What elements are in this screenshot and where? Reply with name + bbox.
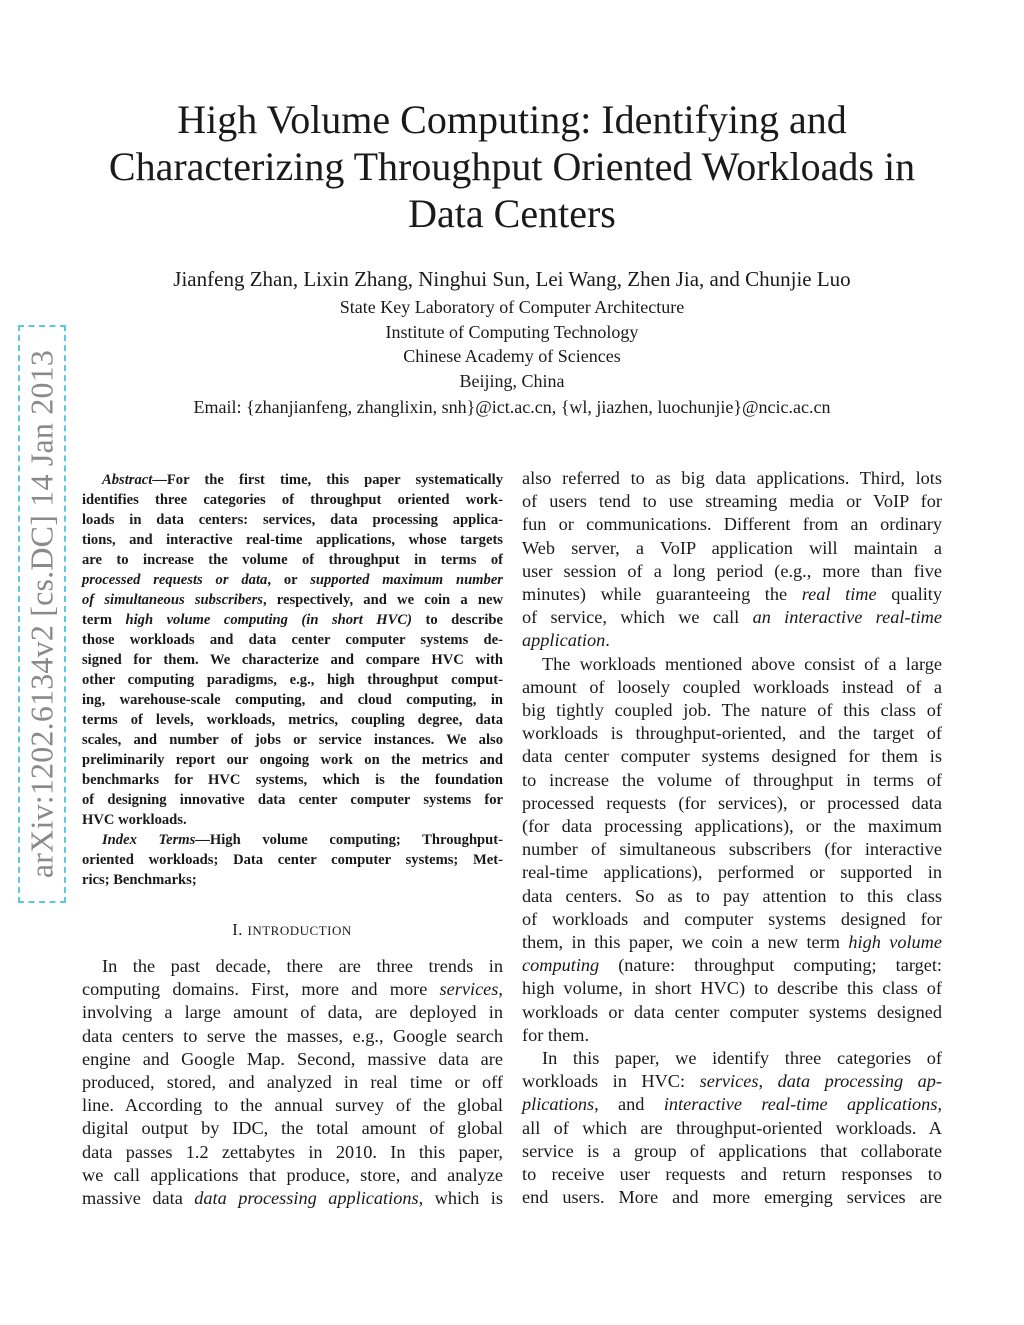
text-span: of workloads and computer systems designed for bbox=[522, 908, 942, 929]
affiliation-academy: Chinese Academy of Sciences bbox=[403, 346, 621, 366]
text-span: terms of levels, workloads, metrics, coupling degree, data bbox=[82, 712, 503, 728]
text-line bbox=[522, 861, 942, 884]
italic-span: high volume bbox=[848, 932, 942, 952]
text-line bbox=[522, 1001, 942, 1024]
text-span: , bbox=[758, 1071, 778, 1092]
italic-span: data processing applications bbox=[194, 1188, 419, 1208]
text-span: tions, and interactive real-time applications, whose targets bbox=[82, 532, 503, 548]
text-span: are to increase the volume of throughput in terms of bbox=[82, 552, 503, 568]
text-span: massive data bbox=[82, 1188, 195, 1208]
italic-span: computing bbox=[522, 955, 600, 976]
text-line bbox=[522, 629, 610, 652]
text-span: also referred to as big data applications. Third, lots bbox=[522, 468, 942, 488]
text-line bbox=[522, 1024, 589, 1047]
text-line bbox=[82, 490, 503, 510]
text-line bbox=[82, 1164, 503, 1187]
text-line bbox=[82, 530, 503, 550]
text-line bbox=[522, 1093, 942, 1116]
text-span: , bbox=[937, 1094, 943, 1115]
text-line bbox=[82, 570, 503, 590]
section-heading-introduction bbox=[82, 920, 502, 940]
section-number: I. bbox=[232, 920, 248, 939]
italic-span: plications bbox=[522, 1094, 595, 1115]
text-span: HVC workloads. bbox=[82, 812, 187, 828]
italic-span: real time bbox=[801, 584, 877, 604]
title-line-1: High Volume Computing: Identifying and bbox=[177, 97, 847, 142]
text-span: of designing innovative data center computer systems for bbox=[82, 792, 503, 808]
text-span: service is a group of applications that collaborate bbox=[522, 1140, 942, 1161]
text-line bbox=[82, 770, 503, 790]
text-line bbox=[82, 790, 503, 810]
author-list: Jianfeng Zhan, Lixin Zhang, Ninghui Sun, Lei Wang, Zhen Jia, and Chunjie Luo bbox=[173, 267, 851, 291]
affiliation-lab: State Key Laboratory of Computer Architecture bbox=[339, 297, 685, 317]
text-span: benchmarks for HVC systems, which is the foundation bbox=[82, 772, 503, 788]
text-line bbox=[82, 630, 503, 650]
text-span: high volume, in short HVC) to describe this class of bbox=[522, 978, 942, 999]
text-span: to increase the volume of throughput in terms of bbox=[522, 769, 942, 790]
text-line bbox=[542, 653, 942, 676]
text-line bbox=[522, 931, 942, 954]
text-span: end users. More and more emerging services are bbox=[522, 1187, 942, 1208]
text-line bbox=[522, 977, 942, 1000]
section-title: INTRODUCTION bbox=[247, 923, 352, 938]
text-span: . bbox=[605, 630, 610, 651]
text-line bbox=[82, 690, 503, 710]
text-span: real-time applications), performed or supported in bbox=[522, 862, 942, 883]
text-span: In the past decade, there are three trends in bbox=[102, 956, 503, 976]
title-line-2: Characterizing Throughput Oriented Workloads in bbox=[108, 144, 916, 189]
text-span: for them. bbox=[522, 1024, 590, 1045]
text-line bbox=[522, 537, 942, 560]
text-span: workloads or data center computer systems designed bbox=[522, 1001, 942, 1022]
text-span: produced, stored, and analyzed in real time or off bbox=[82, 1072, 503, 1092]
text-span: data passes 1.2 zettabytes in 2010. In this paper, bbox=[82, 1141, 503, 1162]
text-span: digital output by IDC, the total amount of global bbox=[82, 1118, 503, 1139]
text-span: minutes) while guaranteeing the bbox=[522, 584, 802, 604]
text-line bbox=[82, 610, 503, 630]
text-line bbox=[522, 1186, 942, 1209]
italic-span: application bbox=[522, 630, 606, 651]
text-span: those workloads and data center computer systems de- bbox=[82, 632, 503, 648]
italic-span: supported maximum number bbox=[310, 572, 503, 588]
text-line bbox=[82, 670, 503, 690]
text-span: workloads in HVC: bbox=[522, 1071, 700, 1092]
text-line bbox=[82, 978, 503, 1001]
text-line bbox=[82, 730, 503, 750]
text-line bbox=[522, 954, 942, 977]
italic-span: an interactive real-time bbox=[752, 607, 942, 628]
author-emails: Email: {zhanjianfeng, zhanglixin, snh}@ict.ac.cn, {wl, jiazhen, luochunjie}@ncic.ac.cn bbox=[193, 397, 831, 417]
text-line bbox=[522, 908, 942, 931]
text-line bbox=[82, 550, 503, 570]
italic-span: interactive real-time applications bbox=[663, 1094, 938, 1115]
text-span: , and bbox=[594, 1094, 664, 1115]
text-span: In this paper, we identify three categories of bbox=[542, 1048, 942, 1068]
text-span: to describe bbox=[411, 612, 503, 628]
text-span: involving a large amount of data, are deployed in bbox=[82, 1002, 503, 1023]
text-line bbox=[522, 513, 942, 536]
text-span: them, in this paper, we coin a new term bbox=[522, 932, 849, 952]
text-span: Web server, a VoIP application will maintain a bbox=[522, 537, 942, 558]
text-span: —For the first time, this paper systematically bbox=[152, 472, 503, 488]
italic-span: services bbox=[699, 1071, 759, 1092]
text-span: data centers to serve the masses, e.g., Google search bbox=[82, 1025, 503, 1046]
italic-span: processed requests or data bbox=[82, 572, 268, 588]
text-span: signed for them. We characterize and compare HVC with bbox=[82, 652, 503, 668]
text-line bbox=[82, 1071, 503, 1094]
text-line bbox=[522, 560, 942, 583]
text-line bbox=[542, 1047, 942, 1070]
text-line bbox=[82, 1048, 503, 1071]
text-line bbox=[82, 510, 503, 530]
text-line bbox=[82, 1001, 503, 1024]
text-line bbox=[522, 583, 942, 606]
text-span: , bbox=[498, 979, 503, 1000]
text-span: amount of loosely coupled workloads instead of a bbox=[522, 676, 942, 697]
text-line bbox=[82, 1025, 503, 1048]
italic-span: high volume computing (in short HVC) bbox=[125, 612, 412, 628]
text-line bbox=[82, 870, 197, 890]
text-span: quality bbox=[876, 584, 942, 604]
text-line bbox=[522, 838, 942, 861]
text-span: , or bbox=[267, 572, 311, 588]
text-span: —High volume computing; Throughput- bbox=[195, 832, 504, 848]
text-line bbox=[102, 830, 503, 850]
text-span: line. According to the annual survey of the global bbox=[82, 1095, 503, 1116]
text-line bbox=[522, 1140, 942, 1163]
italic-span: data processing ap- bbox=[777, 1071, 943, 1092]
text-span: data centers. So as to pay attention to this class bbox=[522, 885, 942, 906]
text-span: number of simultaneous subscribers (for interactive bbox=[522, 839, 942, 860]
text-span: , respectively, and we coin a new bbox=[262, 592, 503, 608]
text-span: of users tend to use streaming media or VoIP for bbox=[522, 491, 942, 512]
text-line bbox=[102, 955, 503, 978]
text-span: to receive user requests and return responses to bbox=[522, 1164, 942, 1184]
arxiv-stamp-text: arXiv:1202.6134v2 [cs.DC] 14 Jan 2013 bbox=[23, 349, 60, 879]
text-span: oriented workloads; Data center computer systems; Met- bbox=[82, 852, 503, 868]
text-line bbox=[522, 699, 942, 722]
text-span: we call applications that produce, store, and analyze bbox=[82, 1164, 503, 1185]
text-line bbox=[522, 676, 942, 699]
paper-title bbox=[80, 96, 944, 237]
text-line bbox=[522, 1117, 942, 1140]
text-line bbox=[82, 1187, 503, 1210]
text-line bbox=[522, 606, 942, 629]
text-span: workloads is throughput-oriented, and the target of bbox=[522, 723, 942, 744]
text-line bbox=[522, 745, 942, 768]
text-line bbox=[82, 1094, 503, 1117]
italic-span: of simultaneous subscribers bbox=[82, 592, 263, 608]
text-span: term bbox=[82, 612, 126, 628]
text-span: fun or communications. Different from an ordinary bbox=[522, 514, 942, 535]
text-line bbox=[522, 885, 942, 908]
text-span: engine and Google Map. Second, massive data are bbox=[82, 1048, 503, 1069]
affiliation-location: Beijing, China bbox=[459, 371, 565, 391]
affiliation-institute: Institute of Computing Technology bbox=[385, 322, 639, 342]
text-line bbox=[82, 1141, 503, 1164]
text-span: computing domains. First, more and more bbox=[82, 979, 440, 1000]
text-span: preliminarily report our ongoing work on the metrics and bbox=[82, 752, 503, 768]
text-span: all of which are throughput-oriented workloads. A bbox=[522, 1117, 942, 1138]
text-line bbox=[522, 467, 942, 490]
text-line bbox=[82, 590, 503, 610]
text-span: processed requests (for services), or processed data bbox=[522, 792, 942, 813]
text-span: (nature: throughput computing; target: bbox=[599, 955, 942, 976]
title-line-3: Data Centers bbox=[408, 191, 616, 236]
text-line bbox=[82, 650, 503, 670]
text-span: ing, warehouse-scale computing, and cloud computing, in bbox=[82, 692, 503, 708]
text-line bbox=[102, 470, 503, 490]
text-span: user session of a long period (e.g., more than five bbox=[522, 560, 942, 581]
text-line bbox=[82, 850, 503, 870]
text-line bbox=[522, 792, 942, 815]
text-span: The workloads mentioned above consist of a large bbox=[542, 653, 942, 674]
text-span: other computing paradigms, e.g., high throughput comput- bbox=[82, 672, 503, 688]
text-span: scales, and number of jobs or service instances. We also bbox=[82, 732, 503, 748]
text-span: (for data processing applications), or the maximum bbox=[522, 816, 942, 836]
text-span: data center computer systems designed for them is bbox=[522, 746, 942, 767]
text-line bbox=[522, 1163, 942, 1186]
text-span: of service, which we call bbox=[522, 607, 753, 628]
italic-span: Abstract bbox=[102, 472, 153, 488]
text-span: rics; Benchmarks; bbox=[82, 872, 197, 888]
text-span: big tightly coupled job. The nature of this class of bbox=[522, 700, 942, 720]
arxiv-identifier-stamp bbox=[18, 325, 66, 903]
italic-span: Index Terms bbox=[102, 832, 196, 848]
text-span: identifies three categories of throughput oriented work- bbox=[82, 492, 503, 508]
text-line bbox=[522, 769, 942, 792]
italic-span: services bbox=[439, 979, 499, 1000]
text-line bbox=[82, 1117, 503, 1140]
text-line bbox=[82, 710, 503, 730]
text-span: , which is bbox=[418, 1188, 503, 1208]
text-span: loads in data centers: services, data processing applica- bbox=[82, 512, 503, 528]
text-line bbox=[522, 815, 942, 838]
text-line bbox=[522, 490, 942, 513]
text-line bbox=[82, 750, 503, 770]
text-line bbox=[522, 722, 942, 745]
text-line bbox=[82, 810, 187, 830]
text-line bbox=[522, 1070, 942, 1093]
